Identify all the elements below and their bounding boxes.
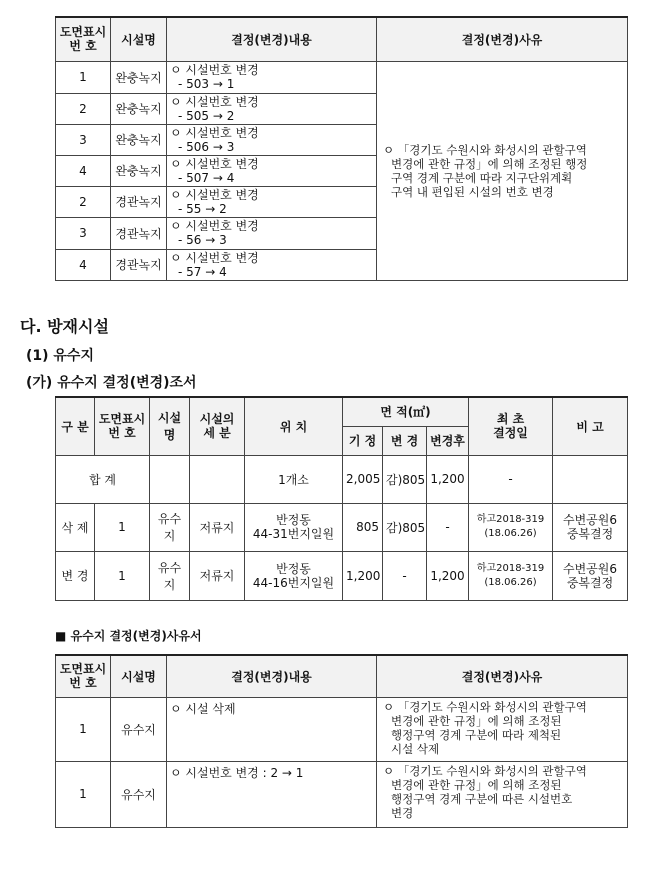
- decision-content: ㅇ 시설번호 변경 - 506 → 3: [167, 124, 377, 155]
- location: 반정동 44-31번지일원: [245, 503, 343, 551]
- total-location: 1개소: [245, 455, 343, 503]
- first-decision: 하고2018-319 (18.06.26): [469, 551, 553, 600]
- header-area: 면 적(㎡): [343, 397, 469, 426]
- total-area-after: 1,200: [427, 455, 469, 503]
- decision-content: ㅇ 시설번호 변경 - 503 → 1: [167, 61, 377, 93]
- location: 반정동 44-16번지일원: [245, 551, 343, 600]
- header-decision-reason: 결정(변경)사유: [377, 655, 628, 697]
- empty-cell: [553, 455, 628, 503]
- header-facility-name: 시설명: [111, 17, 167, 61]
- decision-reason: ㅇ 「경기도 수원시와 화성시의 관할구역 변경에 관한 규정」에 의해 조정된 행정구역 경계 구분에 따른 시설번호 변경: [377, 761, 628, 827]
- row-number: 1: [56, 697, 111, 761]
- header-facility-name: 시설명: [150, 397, 190, 455]
- table-row: [56, 697, 628, 761]
- table-row: [56, 503, 628, 551]
- header-first-decision: 최 초 결정일: [469, 397, 553, 455]
- facility-detail: 저류지: [190, 503, 245, 551]
- total-first-decision: -: [469, 455, 553, 503]
- header-decision-reason: 결정(변경)사유: [377, 17, 628, 61]
- decision-reason: ㅇ 「경기도 수원시와 화성시의 관할구역 변경에 관한 규정」에 의해 조정된 행정 구역 경계 구분에 따라 지구단위계획 구역 내 편입된 시설의 번호 변경: [377, 61, 628, 280]
- detention-pond-decision-table: [55, 396, 628, 601]
- header-facility-name: 시설명: [111, 655, 167, 697]
- facility-name: 완충녹지: [111, 124, 167, 155]
- section-heading-reason-statement: ■ 유수지 결정(변경)사유서: [55, 629, 202, 643]
- table-row: [56, 551, 628, 600]
- area-after: 1,200: [427, 551, 469, 600]
- section-heading-detention-pond: (1) 유수지: [26, 348, 94, 364]
- total-label: 합 계: [56, 455, 150, 503]
- facility-detail: 저류지: [190, 551, 245, 600]
- facility-name: 유수지: [111, 761, 167, 827]
- header-decision-content: 결정(변경)내용: [167, 17, 377, 61]
- area-change: 감)805: [383, 503, 427, 551]
- header-gubun: 구 분: [56, 397, 95, 455]
- area-existing: 805: [343, 503, 383, 551]
- header-area-after: 변경후: [427, 426, 469, 455]
- first-decision: 하고2018-319 (18.06.26): [469, 503, 553, 551]
- total-area-existing: 2,005: [343, 455, 383, 503]
- header-location: 위 치: [245, 397, 343, 455]
- header-drawing-no: 도면표시 번 호: [56, 655, 111, 697]
- facility-name: 완충녹지: [111, 155, 167, 186]
- decision-content: ㅇ 시설번호 변경 - 57 → 4: [167, 249, 377, 280]
- decision-content: ㅇ 시설번호 변경 : 2 → 1: [167, 761, 377, 827]
- header-drawing-no: 도면표시 번 호: [56, 17, 111, 61]
- row-number: 4: [56, 155, 111, 186]
- area-change: -: [383, 551, 427, 600]
- row-number: 1: [95, 551, 150, 600]
- row-number: 3: [56, 124, 111, 155]
- gubun: 변 경: [56, 551, 95, 600]
- decision-content: ㅇ 시설번호 변경 - 55 → 2: [167, 186, 377, 217]
- header-area-change: 변 경: [383, 426, 427, 455]
- decision-reason: ㅇ 「경기도 수원시와 화성시의 관할구역 변경에 관한 규정」에 의해 조정된 행정구역 경계 구분에 따라 제척된 시설 삭제: [377, 697, 628, 761]
- decision-content: ㅇ 시설 삭제: [167, 697, 377, 761]
- table-row: [56, 61, 628, 93]
- facility-name: 경관녹지: [111, 186, 167, 217]
- table-row: [56, 761, 628, 827]
- empty-cell: [150, 455, 190, 503]
- facility-name: 유수지: [150, 503, 190, 551]
- total-area-change: 감)805: [383, 455, 427, 503]
- row-number: 3: [56, 217, 111, 249]
- facility-name: 완충녹지: [111, 61, 167, 93]
- detention-pond-reason-table: [55, 654, 628, 828]
- decision-content: ㅇ 시설번호 변경 - 56 → 3: [167, 217, 377, 249]
- row-number: 1: [56, 61, 111, 93]
- note: 수변공원6 중복결정: [553, 503, 628, 551]
- total-row: [56, 455, 628, 503]
- row-number: 2: [56, 93, 111, 124]
- row-number: 1: [56, 761, 111, 827]
- facility-name: 유수지: [150, 551, 190, 600]
- header-drawing-no: 도면표시 번 호: [95, 397, 150, 455]
- section-heading-disaster-facility: 다. 방재시설: [20, 317, 109, 336]
- decision-content: ㅇ 시설번호 변경 - 507 → 4: [167, 155, 377, 186]
- facility-name: 경관녹지: [111, 217, 167, 249]
- row-number: 1: [95, 503, 150, 551]
- decision-content: ㅇ 시설번호 변경 - 505 → 2: [167, 93, 377, 124]
- header-facility-detail: 시설의 세 분: [190, 397, 245, 455]
- section-heading-decision-record: (가) 유수지 결정(변경)조서: [26, 375, 197, 391]
- facility-name: 경관녹지: [111, 249, 167, 280]
- gubun: 삭 제: [56, 503, 95, 551]
- area-existing: 1,200: [343, 551, 383, 600]
- row-number: 2: [56, 186, 111, 217]
- note: 수변공원6 중복결정: [553, 551, 628, 600]
- area-after: -: [427, 503, 469, 551]
- header-note: 비 고: [553, 397, 628, 455]
- header-decision-content: 결정(변경)내용: [167, 655, 377, 697]
- header-area-existing: 기 정: [343, 426, 383, 455]
- facility-name: 유수지: [111, 697, 167, 761]
- facility-number-change-table: [55, 16, 628, 281]
- row-number: 4: [56, 249, 111, 280]
- empty-cell: [190, 455, 245, 503]
- facility-name: 완충녹지: [111, 93, 167, 124]
